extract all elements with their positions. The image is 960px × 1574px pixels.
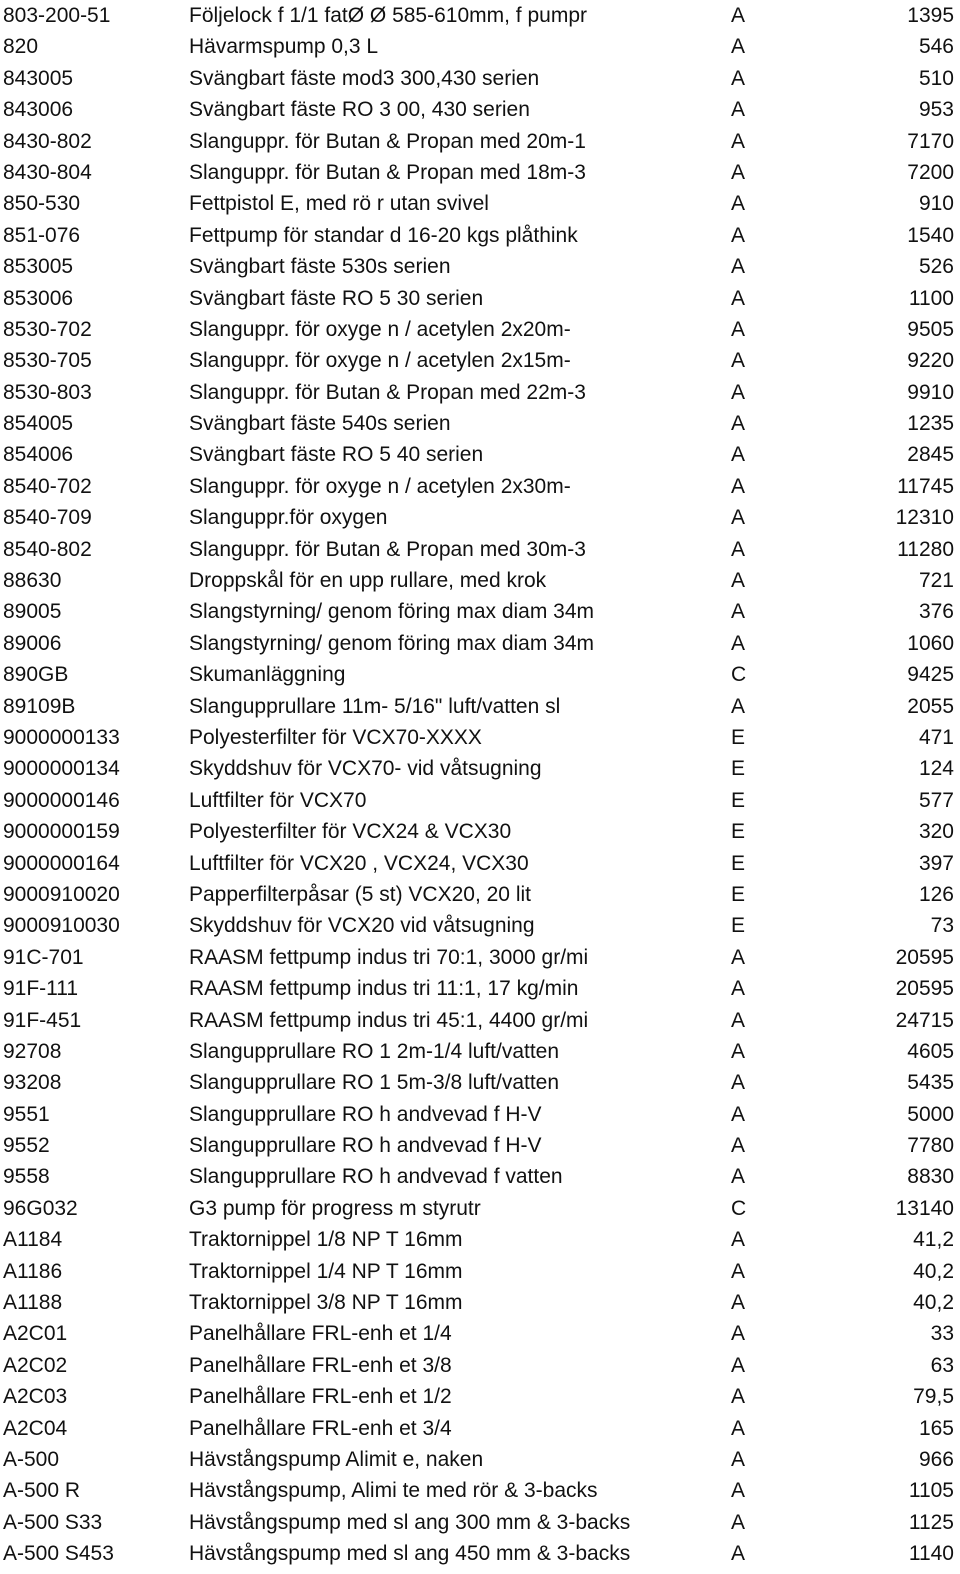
price-group: A xyxy=(731,98,746,122)
price-group: A xyxy=(731,1353,746,1377)
table-row xyxy=(0,816,960,847)
article-description: Luftfilter för VCX20 , VCX24, VCX30 xyxy=(189,851,529,875)
table-row xyxy=(0,94,960,125)
article-description: Slangupprullare 11m- 5/16" luft/vatten sl xyxy=(189,694,561,718)
article-price: 4605 xyxy=(907,1039,954,1063)
article-description: RAASM fettpump indus tri 70:1, 3000 gr/mi xyxy=(189,945,589,969)
price-group: A xyxy=(731,1259,746,1283)
table-row xyxy=(0,534,960,565)
article-code: 91F-451 xyxy=(3,1008,82,1032)
table-row xyxy=(0,377,960,408)
article-price: 165 xyxy=(918,1416,954,1440)
table-row xyxy=(0,1444,960,1475)
article-description: Svängbart fäste mod3 300,430 serien xyxy=(189,66,540,90)
article-code: 8530-803 xyxy=(3,380,92,404)
article-code: 91C-701 xyxy=(3,945,84,969)
article-code: 89006 xyxy=(3,631,62,655)
article-description: Skumanläggning xyxy=(189,663,346,687)
price-group: A xyxy=(731,1322,746,1346)
article-description: Slanguppr. för Butan & Propan med 30m-3 xyxy=(189,537,586,561)
price-group: A xyxy=(731,1134,746,1158)
article-code: 89005 xyxy=(3,600,62,624)
article-price: 13140 xyxy=(895,1196,954,1220)
article-description: Slanguppr. för oxyge n / acetylen 2x20m- xyxy=(189,317,571,341)
article-price: 11745 xyxy=(897,474,954,498)
article-price: 9220 xyxy=(907,349,954,373)
price-group: A xyxy=(731,66,746,90)
article-price: 7200 xyxy=(907,160,954,184)
article-description: Hävstångspump, Alimi te med rör & 3-backs xyxy=(189,1479,598,1503)
price-group: A xyxy=(731,1228,746,1252)
article-price: 12310 xyxy=(895,506,954,530)
article-description: Fettpistol E, med rö r utan svivel xyxy=(189,192,489,216)
article-price: 40,2 xyxy=(913,1291,954,1315)
table-row xyxy=(0,1099,960,1130)
article-code: 8430-804 xyxy=(3,160,92,184)
article-price: 577 xyxy=(918,788,954,812)
price-group: A xyxy=(731,35,746,59)
price-group: E xyxy=(731,757,746,781)
article-price: 5000 xyxy=(907,1102,954,1126)
article-code: A2C03 xyxy=(3,1385,68,1409)
article-description: Svängbart fäste RO 5 40 serien xyxy=(189,443,484,467)
table-row xyxy=(0,1130,960,1161)
article-description: Svängbart fäste RO 3 00, 430 serien xyxy=(189,98,530,122)
price-group: A xyxy=(731,1510,746,1534)
article-price: 40,2 xyxy=(913,1259,954,1283)
article-description: Traktornippel 1/4 NP T 16mm xyxy=(189,1259,463,1283)
price-group: A xyxy=(731,223,746,247)
table-row xyxy=(0,1381,960,1412)
article-code: 89109B xyxy=(3,694,76,718)
price-group: A xyxy=(731,1385,746,1409)
article-price: 953 xyxy=(918,98,954,122)
table-row xyxy=(0,659,960,690)
price-group: E xyxy=(731,788,746,812)
table-row xyxy=(0,1538,960,1569)
article-code: 91F-111 xyxy=(3,977,79,1001)
article-price: 510 xyxy=(918,66,954,90)
article-code: 93208 xyxy=(3,1071,62,1095)
article-code: A1186 xyxy=(3,1259,63,1283)
article-price: 320 xyxy=(918,820,954,844)
article-price: 1125 xyxy=(908,1510,954,1534)
article-price: 124 xyxy=(918,757,954,781)
article-description: Slanguppr. för Butan & Propan med 18m-3 xyxy=(189,160,586,184)
price-group: A xyxy=(731,1447,746,1471)
article-description: Svängbart fäste 530s serien xyxy=(189,255,451,279)
table-row xyxy=(0,1318,960,1349)
article-price: 966 xyxy=(918,1447,954,1471)
article-description: Traktornippel 1/8 NP T 16mm xyxy=(189,1228,463,1252)
article-description: Droppskål för en upp rullare, med krok xyxy=(189,569,547,593)
article-price: 910 xyxy=(918,192,954,216)
article-description: Slanguppr.för oxygen xyxy=(189,506,388,530)
price-group: A xyxy=(731,1039,746,1063)
article-code: 890GB xyxy=(3,663,69,687)
price-group: A xyxy=(731,412,746,436)
article-description: Slanguppr. för Butan & Propan med 20m-1 xyxy=(189,129,586,153)
table-row xyxy=(0,973,960,1004)
article-description: Slangupprullare RO h andvevad f H-V xyxy=(189,1134,542,1158)
price-group: A xyxy=(731,1102,746,1126)
article-description: Slangupprullare RO 1 5m-3/8 luft/vatten xyxy=(189,1071,560,1095)
price-group: A xyxy=(731,474,746,498)
article-description: Panelhållare FRL-enh et 1/2 xyxy=(189,1385,452,1409)
article-description: Hävstångspump med sl ang 450 mm & 3-backs xyxy=(189,1542,631,1566)
article-code: A2C02 xyxy=(3,1353,68,1377)
article-code: 843005 xyxy=(3,66,74,90)
article-code: 820 xyxy=(3,35,39,59)
price-group: A xyxy=(731,4,746,27)
price-group: A xyxy=(731,945,746,969)
table-row xyxy=(0,1224,960,1255)
article-price: 126 xyxy=(918,882,954,906)
article-code: 8540-702 xyxy=(3,474,92,498)
price-group: E xyxy=(731,851,746,875)
table-row xyxy=(0,0,960,31)
article-code: 853006 xyxy=(3,286,74,310)
table-row xyxy=(0,283,960,314)
article-description: Hävstångspump med sl ang 300 mm & 3-backs xyxy=(189,1510,631,1534)
article-description: Slangstyrning/ genom föring max diam 34m xyxy=(189,631,595,655)
price-group: A xyxy=(731,631,746,655)
table-row xyxy=(0,471,960,502)
table-row xyxy=(0,785,960,816)
article-code: 96G032 xyxy=(3,1196,78,1220)
article-price: 79,5 xyxy=(913,1385,954,1409)
table-row xyxy=(0,691,960,722)
article-price: 11280 xyxy=(897,537,954,561)
table-row xyxy=(0,31,960,62)
table-row xyxy=(0,157,960,188)
article-code: 9000910020 xyxy=(3,882,120,906)
table-row xyxy=(0,722,960,753)
article-price: 1060 xyxy=(907,631,954,655)
price-group: A xyxy=(731,569,746,593)
table-row xyxy=(0,408,960,439)
price-group: A xyxy=(731,129,746,153)
article-code: 9551 xyxy=(3,1102,50,1126)
table-row xyxy=(0,1475,960,1506)
article-code: 92708 xyxy=(3,1039,62,1063)
article-description: Papperfilterpåsar (5 st) VCX20, 20 lit xyxy=(189,882,531,906)
table-row xyxy=(0,1161,960,1192)
article-code: A-500 S453 xyxy=(3,1542,114,1566)
article-code: 854006 xyxy=(3,443,74,467)
table-row xyxy=(0,879,960,910)
article-price: 471 xyxy=(918,725,954,749)
article-code: A1188 xyxy=(3,1291,63,1315)
table-row xyxy=(0,188,960,219)
article-code: 8430-802 xyxy=(3,129,92,153)
table-row xyxy=(0,251,960,282)
article-price: 1105 xyxy=(908,1479,954,1503)
article-code: 9000000133 xyxy=(3,725,120,749)
price-group: A xyxy=(731,1291,746,1315)
article-code: 8540-709 xyxy=(3,506,92,530)
price-group: A xyxy=(731,506,746,530)
table-row xyxy=(0,1350,960,1381)
price-group: E xyxy=(731,820,746,844)
article-code: A-500 R xyxy=(3,1479,81,1503)
article-description: Svängbart fäste RO 5 30 serien xyxy=(189,286,484,310)
article-code: A2C01 xyxy=(3,1322,68,1346)
article-price: 9910 xyxy=(907,380,954,404)
article-price: 1100 xyxy=(908,286,954,310)
price-group: A xyxy=(731,1008,746,1032)
article-description: Följelock f 1/1 fatØ Ø 585-610mm, f pumpr xyxy=(189,4,587,27)
article-code: A1184 xyxy=(3,1228,63,1252)
article-code: 9000000134 xyxy=(3,757,120,781)
table-row xyxy=(0,63,960,94)
article-price: 24715 xyxy=(895,1008,954,1032)
article-code: 850-530 xyxy=(3,192,81,216)
price-group: A xyxy=(731,317,746,341)
table-row xyxy=(0,439,960,470)
table-row xyxy=(0,1005,960,1036)
article-price: 546 xyxy=(918,35,954,59)
table-row xyxy=(0,502,960,533)
table-row xyxy=(0,314,960,345)
article-price: 397 xyxy=(918,851,954,875)
price-group: C xyxy=(731,663,747,687)
article-code: 88630 xyxy=(3,569,62,593)
article-code: 843006 xyxy=(3,98,74,122)
article-description: Panelhållare FRL-enh et 3/8 xyxy=(189,1353,452,1377)
article-price: 33 xyxy=(930,1322,954,1346)
price-group: A xyxy=(731,349,746,373)
price-group: A xyxy=(731,1479,746,1503)
article-price: 7170 xyxy=(907,129,954,153)
article-price: 526 xyxy=(918,255,954,279)
article-description: Slangupprullare RO h andvevad f vatten xyxy=(189,1165,563,1189)
table-row xyxy=(0,565,960,596)
table-row xyxy=(0,220,960,251)
table-row xyxy=(0,1287,960,1318)
article-description: RAASM fettpump indus tri 45:1, 4400 gr/mi xyxy=(189,1008,589,1032)
article-description: Panelhållare FRL-enh et 1/4 xyxy=(189,1322,452,1346)
article-code: 9558 xyxy=(3,1165,50,1189)
article-description: Slanguppr. för oxyge n / acetylen 2x15m- xyxy=(189,349,571,373)
article-code: 8530-702 xyxy=(3,317,92,341)
article-code: 9000000164 xyxy=(3,851,120,875)
table-row xyxy=(0,910,960,941)
article-description: Hävarmspump 0,3 L xyxy=(189,35,379,59)
price-group: A xyxy=(731,380,746,404)
article-description: Slanguppr. för Butan & Propan med 22m-3 xyxy=(189,380,586,404)
article-price: 376 xyxy=(918,600,954,624)
table-row xyxy=(0,1507,960,1538)
price-group: A xyxy=(731,286,746,310)
table-row xyxy=(0,345,960,376)
table-row xyxy=(0,596,960,627)
article-description: Skyddshuv för VCX70- vid våtsugning xyxy=(189,757,542,781)
article-code: 853005 xyxy=(3,255,74,279)
table-row xyxy=(0,1067,960,1098)
table-row xyxy=(0,753,960,784)
article-code: 803-200-51 xyxy=(3,4,111,27)
price-group: A xyxy=(731,977,746,1001)
article-code: 9000910030 xyxy=(3,914,120,938)
price-group: E xyxy=(731,882,746,906)
article-price: 73 xyxy=(930,914,954,938)
article-description: Slangupprullare RO 1 2m-1/4 luft/vatten xyxy=(189,1039,560,1063)
article-description: Slanguppr. för oxyge n / acetylen 2x30m- xyxy=(189,474,571,498)
article-description: Traktornippel 3/8 NP T 16mm xyxy=(189,1291,463,1315)
price-group: A xyxy=(731,255,746,279)
article-code: 9000000146 xyxy=(3,788,120,812)
price-group: A xyxy=(731,443,746,467)
article-code: 9000000159 xyxy=(3,820,120,844)
table-row xyxy=(0,1193,960,1224)
article-description: Polyesterfilter för VCX24 & VCX30 xyxy=(189,820,512,844)
article-price: 721 xyxy=(918,569,954,593)
article-price: 1140 xyxy=(908,1542,954,1566)
article-code: 9552 xyxy=(3,1134,50,1158)
article-description: Svängbart fäste 540s serien xyxy=(189,412,451,436)
price-group: A xyxy=(731,192,746,216)
price-group: E xyxy=(731,725,746,749)
article-price: 63 xyxy=(930,1353,954,1377)
article-price: 7780 xyxy=(907,1134,954,1158)
article-description: Slangupprullare RO h andvevad f H-V xyxy=(189,1102,542,1126)
article-price: 2845 xyxy=(907,443,954,467)
article-code: 8530-705 xyxy=(3,349,92,373)
price-group: E xyxy=(731,914,746,938)
article-description: G3 pump för progress m styrutr xyxy=(189,1196,481,1220)
price-group: A xyxy=(731,600,746,624)
article-description: Panelhållare FRL-enh et 3/4 xyxy=(189,1416,452,1440)
price-group: A xyxy=(731,537,746,561)
article-price: 41,2 xyxy=(913,1228,954,1252)
price-group: A xyxy=(731,694,746,718)
article-description: RAASM fettpump indus tri 11:1, 17 kg/min xyxy=(189,977,579,1001)
article-description: Hävstångspump Alimit e, naken xyxy=(189,1447,484,1471)
table-row xyxy=(0,848,960,879)
article-description: Luftfilter för VCX70 xyxy=(189,788,367,812)
article-description: Skyddshuv för VCX20 vid våtsugning xyxy=(189,914,535,938)
article-description: Slangstyrning/ genom föring max diam 34m xyxy=(189,600,595,624)
article-price: 9425 xyxy=(907,663,954,687)
article-price: 5435 xyxy=(907,1071,954,1095)
price-group: A xyxy=(731,1416,746,1440)
article-code: 8540-802 xyxy=(3,537,92,561)
price-group: A xyxy=(731,1542,746,1566)
article-description: Fettpump för standar d 16-20 kgs plåthink xyxy=(189,223,578,247)
article-price: 9505 xyxy=(907,317,954,341)
article-code: A-500 xyxy=(3,1447,60,1471)
table-row xyxy=(0,1256,960,1287)
article-price: 2055 xyxy=(907,694,954,718)
article-price: 8830 xyxy=(907,1165,954,1189)
article-code: A-500 S33 xyxy=(3,1510,103,1534)
article-price: 1540 xyxy=(907,223,954,247)
table-row xyxy=(0,1413,960,1444)
article-code: 851-076 xyxy=(3,223,81,247)
article-price: 20595 xyxy=(895,945,954,969)
article-code: 854005 xyxy=(3,412,74,436)
table-row xyxy=(0,942,960,973)
price-group: A xyxy=(731,1071,746,1095)
table-row xyxy=(0,628,960,659)
price-group: A xyxy=(731,160,746,184)
article-description: Polyesterfilter för VCX70-XXXX xyxy=(189,725,482,749)
article-price: 20595 xyxy=(895,977,954,1001)
price-group: A xyxy=(731,1165,746,1189)
table-row xyxy=(0,1036,960,1067)
price-group: C xyxy=(731,1196,747,1220)
table-row xyxy=(0,126,960,157)
article-price: 1395 xyxy=(907,4,954,27)
article-price: 1235 xyxy=(907,412,954,436)
article-code: A2C04 xyxy=(3,1416,68,1440)
